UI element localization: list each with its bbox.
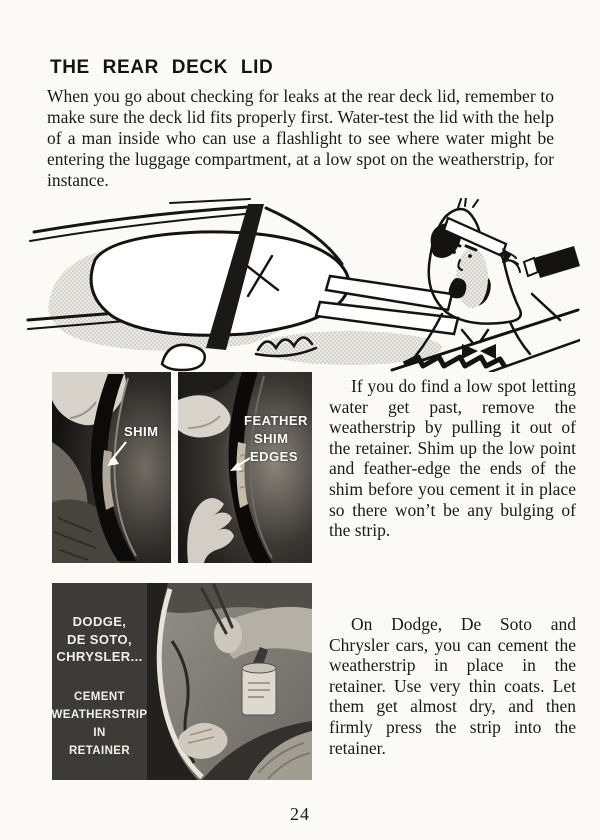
deck-lid-cartoon-illustration <box>20 198 580 372</box>
feather-label-line1: FEATHER <box>244 413 308 428</box>
water-squiggle <box>404 357 505 367</box>
cement-panel <box>52 583 312 780</box>
feather-label-line2: SHIM <box>254 431 289 446</box>
cement-panel-instruction <box>52 688 147 760</box>
intro-paragraph: When you go about checking for leaks at the rear deck lid, remember to make sure the deck lid fits properly first. Water-test the lid with the help of a man inside who can use a flashlight to see where water might be entering the luggage compartment, at a low spot on the weatherstrip, for instance. <box>47 86 554 190</box>
make-desoto: DE SOTO, <box>66 631 133 647</box>
caption-retainer: RETAINER <box>68 744 131 757</box>
caption-weatherstrip: WEATHERSTRIP <box>52 708 148 721</box>
feather-label-line3: EDGES <box>250 449 299 464</box>
feather-shim-photo-image <box>178 372 312 563</box>
shim-photo <box>52 372 171 563</box>
page-number: 24 <box>290 804 310 824</box>
shim-photo-image <box>52 372 171 563</box>
shim-instructions: If you do find a low spot letting water get past, remove the weatherstrip by pulling it out of the retainer. Shim up the low point and feather-edge the ends of the shim before you cement it in place so there won’t be any bulging of the strip. <box>329 376 576 541</box>
caption-in: IN <box>93 726 106 739</box>
cement-panel-caption-slab <box>52 583 147 780</box>
make-dodge: DODGE, <box>72 614 127 629</box>
cement-panel-makes <box>56 613 142 666</box>
shim-label: SHIM <box>124 424 159 439</box>
feather-shim-photo <box>178 372 312 563</box>
page-title: THE REAR DECK LID <box>50 57 274 78</box>
deck-lid-cartoon-drawing <box>20 198 580 372</box>
caption-cement: CEMENT <box>74 690 125 703</box>
make-chrysler: CHRYSLER... <box>56 649 143 664</box>
cement-instructions: On Dodge, De Soto and Chrysler cars, you can cement the weatherstrip in place in the retainer. Use very thin coats. Let them get almost dry, and then firmly press the strip into the retainer. <box>329 614 576 758</box>
